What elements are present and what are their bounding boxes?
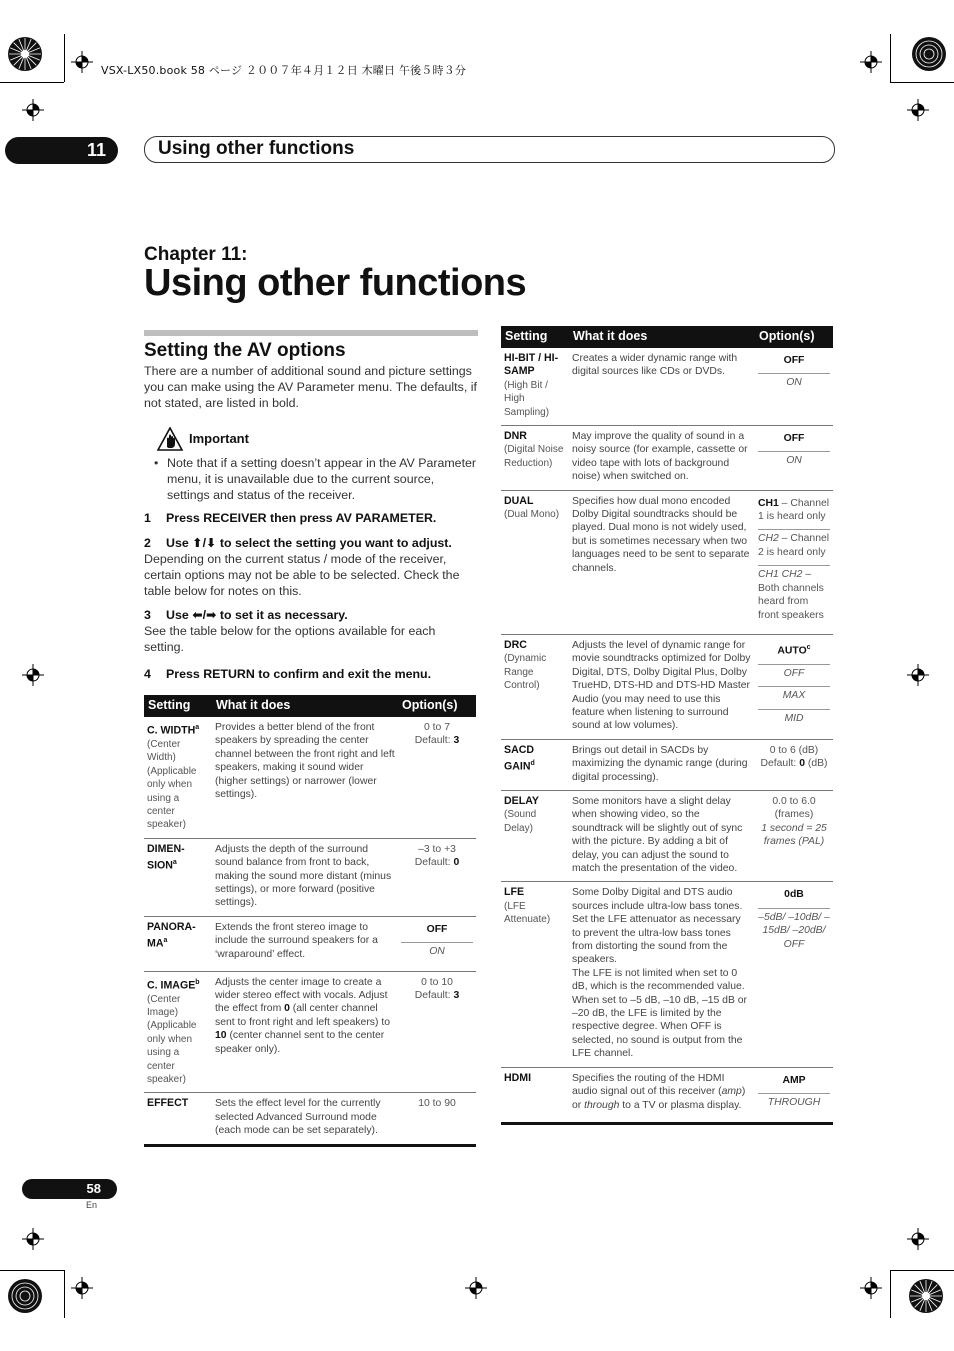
section-title: Setting the AV options: [144, 340, 346, 361]
table-row: C. IMAGE$^b$ (Center Image) (Applicable only when using a center speaker) Adjusts the center image to create a wider stereo effect with vocals. Adjust the effect from 0 (all center channel sent to front right and left speakers) to 10 (center channel sent to the center speaker only). 0 to 10 Default: 3: [144, 971, 476, 1093]
step-3: 3 Use ⬅/➡ to set it as necessary.: [144, 608, 348, 622]
setting-name: SACD GAIN: [504, 743, 535, 773]
crosshair-mark: [465, 1277, 487, 1299]
crop-line: [0, 1270, 64, 1271]
setting-name: EFFECT: [147, 1097, 189, 1110]
running-header: [144, 136, 835, 163]
option-default: Default: 3: [414, 735, 460, 747]
running-header-title: Using other functions: [158, 138, 355, 159]
left-right-arrow-icon: ⬅/➡: [192, 608, 217, 622]
column-header-options: Option(s): [398, 695, 476, 717]
options-table-left: [144, 695, 476, 1147]
crosshair-mark: [907, 664, 929, 686]
column-header-options: Option(s): [755, 326, 833, 348]
setting-name: DIMEN-SION: [147, 842, 185, 872]
section-intro: There are a number of additional sound and picture settings you can make using the AV Parameter menu. The defaults, if not stated, are listed in bold.: [144, 364, 477, 410]
option-default: OFF: [758, 352, 830, 374]
column-header-setting: Setting: [501, 326, 569, 348]
option-range: 0 to 10: [421, 976, 453, 988]
crosshair-mark: [860, 51, 882, 73]
setting-description: Provides a better blend of the front speakers by spreading the center channel between the front right and left speakers, making it sound wider (higher settings) or narrower (lower settings).: [212, 717, 398, 838]
setting-name: HDMI: [504, 1071, 532, 1084]
option-value: ON: [429, 946, 445, 958]
option-default: OFF: [401, 921, 473, 943]
option-default: Default: 3: [414, 990, 460, 1002]
crosshair-mark: [907, 1228, 929, 1250]
option-value: MID: [784, 712, 804, 724]
setting-description: Specifies the routing of the HDMI audio signal out of this receiver (amp) or through to a TV or plasma display.: [569, 1067, 755, 1123]
table-row: [501, 426, 833, 491]
table-row: [501, 790, 833, 881]
crosshair-mark: [22, 99, 44, 121]
option-value: ON: [786, 455, 802, 467]
setting-name: DNR: [504, 430, 527, 443]
warning-hand-icon: [157, 427, 183, 451]
setting-description: Adjusts the center image to create a wider stereo effect with vocals. Adjust the effect from 0 (all center channel sent to front right and left speakers) to 10 (center channel sent to the center speaker only).: [212, 971, 398, 1093]
step-2-note: Depending on the current status / mode of the receiver, certain options may not be able to be selected. Check the table below for notes on this.: [144, 552, 460, 598]
option-value: –5dB/ –10dB/ –15dB/ –20dB/ OFF: [758, 911, 830, 950]
setting-name: HI-BIT / HI-SAMP: [504, 352, 559, 378]
option-note: 1 second = 25 frames (PAL): [761, 822, 827, 848]
page-number-tab: [22, 1179, 117, 1199]
crosshair-mark: [22, 664, 44, 686]
setting-description: Creates a wider dynamic range with digital sources like CDs or DVDs.: [569, 348, 755, 426]
setting-subtitle: (Center Width) (Applicable only when using a center speaker): [147, 738, 197, 831]
option-default: Default: 0 (dB): [760, 758, 828, 770]
option-default: AUTO$^c$: [758, 639, 830, 665]
option-range: 0 to 7: [424, 722, 450, 733]
option-range: 10 to 90: [418, 1098, 456, 1110]
column-header-what-it-does: What it does: [212, 695, 398, 717]
step-1: 1 Press RECEIVER then press AV PARAMETER.: [144, 511, 437, 525]
step-4-text: Press RETURN to confirm and exit the menu.: [166, 667, 432, 681]
setting-subtitle: (Dynamic Range Control): [504, 653, 547, 692]
setting-description: Some monitors have a slight delay when showing video, so the soundtrack will be slightly out of sync with the picture. By adding a bit of delay, you can adjust the sound to match the presentation of the video.: [569, 790, 755, 881]
bullet-dot: •: [154, 456, 159, 470]
setting-description: Some Dolby Digital and DTS audio sources include ultra-low bass tones. Set the LFE attenuator as necessary to prevent the ultra-low bass tones from distorting the sound from the speakers. The LFE is not limited when set to 0 dB, which is the recommended value. When set to –5 dB, –10 dB, –15 dB or –20 dB, the LFE is limited by the respective degree. When OFF is selected, no sound is output from the LFE channel.: [569, 882, 755, 1067]
chapter-number-tab: [5, 137, 118, 164]
option-value: CH2 – Channel 2 is heard only: [758, 530, 830, 566]
crop-line: [64, 34, 65, 82]
setting-name: DUAL: [504, 494, 534, 507]
option-value: ON: [786, 377, 802, 389]
crop-line: [890, 1270, 954, 1271]
option-value: MAX: [758, 687, 830, 709]
setting-subtitle: (Center Image) (Applicable only when using a center speaker): [147, 993, 197, 1085]
option-value: THROUGH: [767, 1097, 821, 1109]
crop-line: [890, 34, 891, 82]
step-4: 4 Press RETURN to confirm and exit the menu.: [144, 667, 432, 681]
setting-description: Specifies how dual mono encoded Dolby Digital soundtracks should be played. Dual mono is not widely used, but is sometimes necessary when two languages need to be sent to separate channels.: [569, 490, 755, 634]
step-1-text: Press RECEIVER then press AV PARAMETER.: [166, 511, 437, 525]
option-default: AMP: [758, 1072, 830, 1094]
setting-description: Extends the front stereo image to include the surround speakers for a ‘wraparound’ effect.: [212, 916, 398, 971]
print-registration-burst: [7, 36, 43, 72]
setting-subtitle: (Digital Noise Reduction): [504, 444, 564, 469]
print-registration-burst: [911, 36, 947, 72]
column-header-what-it-does: What it does: [569, 326, 755, 348]
option-range: –3 to +3: [418, 843, 456, 855]
book-file-info: VSX-LX50.book 58 ページ ２００７年４月１２日 木曜日 午後５時３分: [101, 64, 467, 77]
table-row: [501, 348, 833, 426]
table-row: PANORA-$MA^a$ Extends the front stereo image to include the surround speakers for a ‘wraparound’ effect. OFF ON: [144, 916, 476, 971]
table-row: [501, 1067, 833, 1123]
option-value: OFF: [758, 665, 830, 687]
page-number: 58: [86, 1181, 101, 1196]
option-range: 0 to 6 (dB): [769, 744, 819, 756]
option-range: 0.0 to 6.0 (frames): [772, 795, 816, 821]
table-row: [501, 490, 833, 634]
setting-description: Brings out detail in SACDs by maximizing the dynamic range (during digital processing).: [569, 739, 755, 790]
table-row: [501, 882, 833, 1067]
crop-line: [890, 1270, 891, 1318]
table-row: C. WIDTH$^a$ (Center Width) (Applicable only when using a center speaker) Provides a better blend of the front speakers by spreading the center channel between the front right and left speakers, making it sound wider (higher settings) or narrower (lower settings). 0 to 7 Default: 3: [144, 717, 476, 838]
setting-subtitle: (Sound Delay): [504, 809, 537, 834]
chapter-number: 11: [86, 140, 106, 160]
section-rule: [144, 330, 478, 336]
chapter-title: Using other functions: [144, 262, 527, 304]
important-bullet: [154, 455, 480, 503]
chapter-label: Chapter 11:: [144, 244, 248, 265]
table-row: [501, 634, 833, 739]
print-registration-burst: [7, 1278, 43, 1314]
table-row: [144, 1093, 476, 1145]
setting-description: May improve the quality of sound in a noisy source (for example, cassette or video tape with lots of background noise) when switched on.: [569, 426, 755, 491]
options-table-right: [501, 326, 833, 1125]
column-header-setting: Setting: [144, 695, 212, 717]
crosshair-mark: [860, 1277, 882, 1299]
up-down-arrow-icon: ⬆/⬇: [192, 536, 217, 550]
important-heading: Important: [189, 431, 249, 446]
setting-description: Adjusts the level of dynamic range for movie soundtracks optimized for Dolby Digital, DTS, Dolby Digital Plus, Dolby TrueHD, DTS-HD and DTS-HD Master Audio (you may need to use this feature when listening to surround sound at low volumes).: [569, 634, 755, 739]
setting-name: C. WIDTH: [147, 724, 196, 737]
setting-name: C. IMAGE: [147, 979, 196, 992]
table-header-row: [144, 695, 476, 717]
crosshair-mark: [907, 99, 929, 121]
print-registration-burst: [908, 1278, 944, 1314]
crop-line: [64, 1270, 65, 1318]
crosshair-mark: [71, 1277, 93, 1299]
setting-description: Sets the effect level for the currently selected Advanced Surround mode (each mode can be set separately).: [212, 1093, 398, 1145]
setting-name: DELAY: [504, 794, 539, 807]
option-default: OFF: [758, 430, 830, 452]
option-default: Default: 0: [414, 857, 460, 869]
setting-name: PANORA-MA: [147, 920, 196, 950]
crosshair-mark: [71, 51, 93, 73]
option-default: 0dB: [758, 886, 830, 908]
table-row: DIMEN-SION$^a$ Adjusts the depth of the surround sound balance from front to back, making the sound more distant (minus settings), or more forward (positive settings). –3 to +3 Default: 0: [144, 838, 476, 916]
setting-name: LFE: [504, 886, 525, 899]
crop-line: [0, 82, 64, 83]
table-row: SACD GAIN$^d$ Brings out detail in SACDs by maximizing the dynamic range (during digital processing). 0 to 6 (dB) Default: 0 (dB): [501, 739, 833, 790]
crosshair-mark: [22, 1228, 44, 1250]
language-code: En: [86, 1200, 98, 1210]
option-default: CH1 – Channel 1 is heard only: [758, 495, 830, 531]
step-2: 2 Use ⬆/⬇ to select the setting you want to adjust.: [144, 536, 452, 550]
table-header-row: [501, 326, 833, 348]
step-3-note: See the table below for the options available for each setting.: [144, 624, 436, 654]
setting-name: DRC: [504, 638, 527, 651]
option-value: CH1 CH2 – Both channels heard from front speakers: [758, 569, 824, 621]
crop-line: [890, 82, 954, 83]
setting-subtitle: (High Bit / High Sampling): [504, 379, 550, 418]
important-bullet-text: Note that if a setting doesn’t appear in the AV Parameter menu, it is unavailable due to the current source, settings and status of the receiver.: [167, 456, 477, 502]
setting-description: Adjusts the depth of the surround sound balance from front to back, making the sound more distant (minus settings), or more forward (positive settings).: [212, 838, 398, 916]
setting-subtitle: (Dual Mono): [504, 509, 560, 521]
setting-subtitle: (LFE Attenuate): [504, 900, 551, 926]
